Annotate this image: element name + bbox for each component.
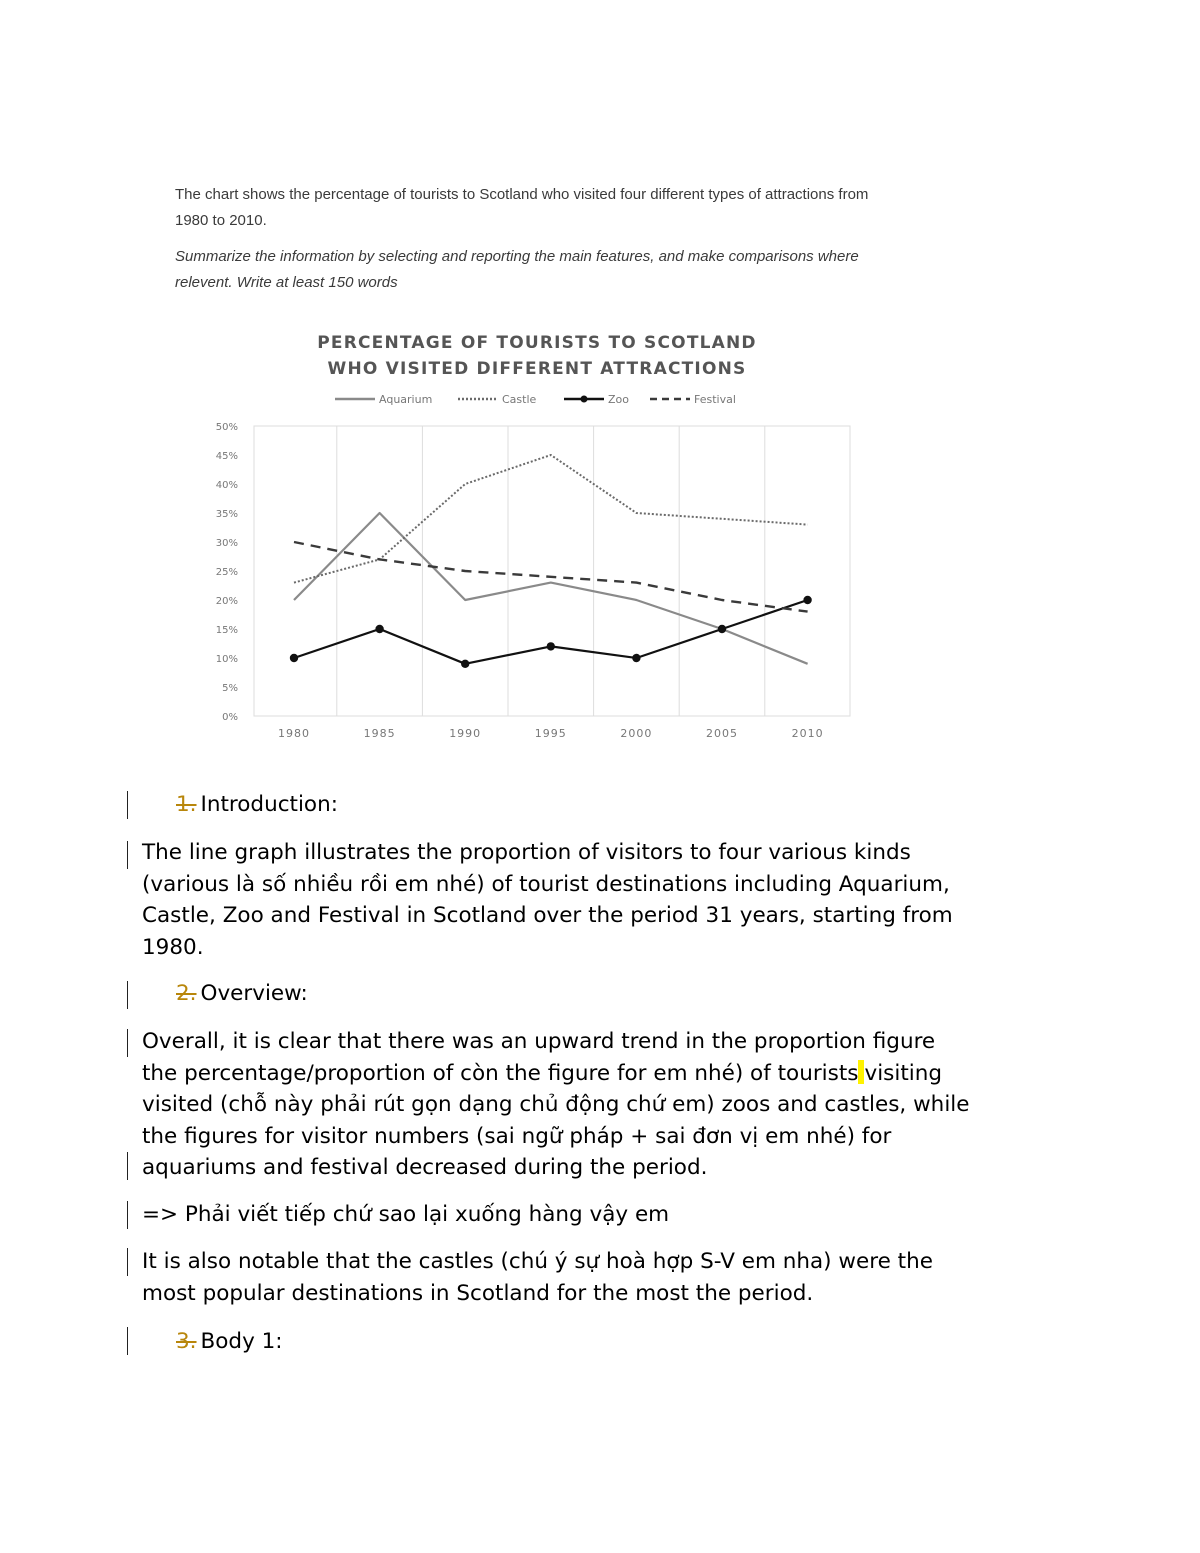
change-bar <box>127 1248 128 1276</box>
y-tick-label: 30% <box>215 538 238 549</box>
text-segment: the percentage/proportion of còn the figure for em nhé) of tourists <box>142 1060 859 1086</box>
overview-paragraph <box>142 1026 1072 1184</box>
y-tick-label: 45% <box>215 451 238 462</box>
change-bar <box>127 1029 128 1057</box>
y-tick-label: 20% <box>215 596 238 607</box>
heading-text: Overview: <box>200 981 308 1006</box>
notable-paragraph <box>142 1246 1072 1309</box>
heading-text: Introduction: <box>200 792 338 817</box>
data-point-zoo <box>375 625 383 633</box>
heading-number: 1. <box>176 792 197 817</box>
task-prompt <box>175 182 1005 296</box>
x-tick-label: 1985 <box>363 727 396 740</box>
instruction-line-1: Summarize the information by selecting and reporting the main features, and make comparisons where <box>175 248 859 265</box>
change-bar <box>127 1152 128 1180</box>
heading-overview <box>176 978 308 1010</box>
legend-marker-zoo <box>581 396 588 403</box>
heading-number: 3. <box>176 1329 197 1354</box>
series-line-festival <box>294 542 808 612</box>
data-point-zoo <box>290 654 298 662</box>
x-tick-label: 1990 <box>449 727 482 740</box>
text-line: most popular destinations in Scotland for the most the period. <box>142 1280 814 1306</box>
change-bar <box>127 841 128 869</box>
data-point-zoo <box>632 654 640 662</box>
task-line-2: 1980 to 2010. <box>175 212 267 229</box>
data-point-zoo <box>547 642 555 650</box>
x-tick-label: 1995 <box>534 727 567 740</box>
legend-label-castle: Castle <box>502 393 537 406</box>
instruction-line-2: relevent. Write at least 150 words <box>175 274 398 291</box>
text-line: Castle, Zoo and Festival in Scotland over the period 31 years, starting from <box>142 903 953 928</box>
heading-body-1 <box>176 1326 283 1358</box>
text-line: 1980. <box>142 934 204 960</box>
change-bar <box>127 981 128 1009</box>
data-point-zoo <box>803 596 811 604</box>
change-bar <box>127 1327 128 1355</box>
series-line-castle <box>294 455 808 583</box>
chart-title-line: PERCENTAGE OF TOURISTS TO SCOTLAND <box>317 333 757 353</box>
x-tick-label: 2000 <box>620 727 653 740</box>
y-tick-label: 5% <box>222 683 238 694</box>
legend-label-zoo: Zoo <box>608 393 629 406</box>
text-line <box>142 1058 1072 1090</box>
y-tick-label: 40% <box>215 480 238 491</box>
text-line: (various là số nhiều rồi em nhé) of tourist destinations including Aquarium, <box>142 871 950 897</box>
y-tick-label: 0% <box>222 712 238 723</box>
change-bar <box>127 1201 128 1229</box>
text-line: It is also notable that the castles (chú ý sự hoà hợp S-V em nha) were the <box>142 1249 933 1274</box>
x-tick-label: 2010 <box>791 727 824 740</box>
text-segment: visiting <box>864 1060 943 1086</box>
y-tick-label: 25% <box>215 567 238 578</box>
teacher-note: => Phải viết tiếp chứ sao lại xuống hàng vậy em <box>142 1202 670 1227</box>
text-line: the figures for visitor numbers (sai ngữ pháp + sai đơn vị em nhé) for <box>142 1123 892 1149</box>
text-line: Overall, it is clear that there was an upward trend in the proportion figure <box>142 1029 936 1054</box>
task-line-1: The chart shows the percentage of tourists to Scotland who visited four different types of attractions from <box>175 186 869 203</box>
text-line: visited (chỗ này phải rút gọn dạng chủ động chứ em) zoos and castles, while <box>142 1092 970 1117</box>
line-chart <box>190 322 870 752</box>
change-bar <box>127 791 128 819</box>
y-tick-label: 50% <box>215 422 238 433</box>
series-line-aquarium <box>294 513 808 664</box>
text-line: The line graph illustrates the proportion of visitors to four various kinds <box>142 840 911 865</box>
y-tick-label: 15% <box>215 625 238 636</box>
text-line: aquariums and festival decreased during the period. <box>142 1155 708 1180</box>
x-tick-label: 2005 <box>706 727 738 740</box>
heading-introduction <box>176 789 338 821</box>
heading-number: 2. <box>176 981 197 1006</box>
chart-title-line: WHO VISITED DIFFERENT ATTRACTIONS <box>327 359 747 379</box>
y-tick-label: 10% <box>215 654 238 665</box>
legend-label-aquarium: Aquarium <box>379 393 433 406</box>
legend-label-festival: Festival <box>694 393 736 406</box>
y-tick-label: 35% <box>215 509 238 520</box>
data-point-zoo <box>718 625 726 633</box>
data-point-zoo <box>461 660 469 668</box>
plot-area <box>254 426 850 716</box>
x-tick-label: 1980 <box>278 727 310 740</box>
heading-text: Body 1: <box>200 1329 283 1354</box>
intro-paragraph <box>142 837 1072 963</box>
